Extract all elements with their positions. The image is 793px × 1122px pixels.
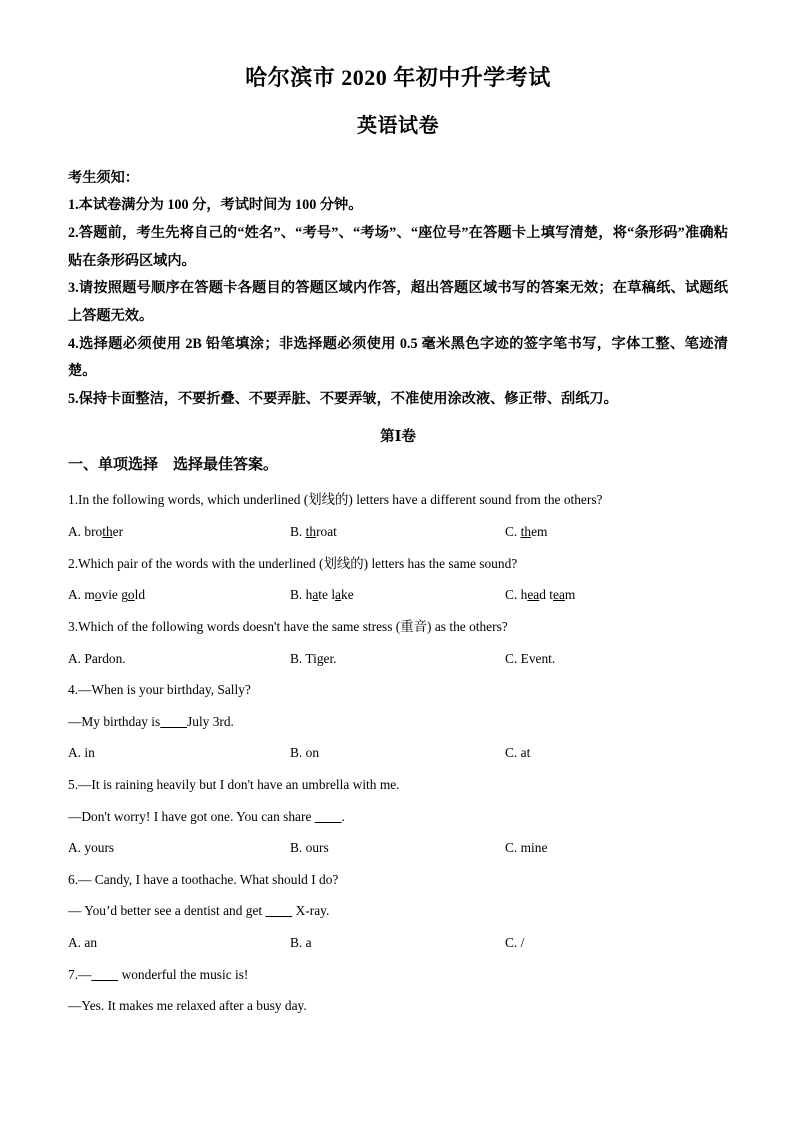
word-gap: l [327,587,336,603]
option-label: B. [290,935,306,951]
question-5-option-b[interactable] [290,832,329,864]
line-head: —My birthday is [68,713,161,729]
page-subtitle: 英语试卷 [357,114,439,137]
question-5 [68,769,728,864]
option-text: in [84,745,95,761]
question-4-option-a[interactable] [68,737,95,769]
word1-post: vie [101,587,118,603]
question-5-option-c[interactable] [505,832,547,864]
option-text: Tiger. [305,650,337,666]
word2-post: ld [134,587,146,603]
line-tail: July 3rd. [187,713,234,729]
notice-heading: 考生须知： [68,169,139,186]
option-text-pre: bro [84,524,103,540]
question-6-options [68,927,728,959]
question-3-option-c[interactable] [505,643,555,675]
option-text: Pardon. [84,650,126,666]
option-label: A. [68,935,85,951]
question-2-stem: 2.Which pair of the words with the underlined (划线的) letters has the same sound? [68,555,518,571]
candidate-notice-block [68,165,728,414]
question-7-line-1 [68,959,728,991]
question-1-option-b[interactable] [290,516,337,548]
word2-post: m [564,587,576,603]
line-head: — You’d better see a dentist and get [68,903,266,919]
notice-item-4: 4.选择题必须使用 2B 铅笔填涂；非选择题必须使用 0.5 毫米黑色字迹的签字笔书写，字体工整、笔迹清楚。 [68,335,728,380]
option-text: at [520,745,531,761]
option-label: A. [68,524,85,540]
option-text: an [84,935,98,951]
question-4-option-c[interactable] [505,737,530,769]
question-1 [68,484,728,547]
option-label: A. [68,745,85,761]
answer-blank[interactable] [265,903,292,918]
question-3-option-a[interactable] [68,643,126,675]
notice-item-2: 2.答题前，考生先将自己的“姓名”、“考号”、“考场”、“座位号”在答题卡上填写清楚，将“条形码”准确粘贴在条形码区域内。 [68,224,728,269]
line-tail: wonderful the music is! [118,966,249,982]
question-6-option-c[interactable] [505,927,524,959]
option-text: on [305,745,320,761]
answer-blank[interactable] [160,714,187,729]
option-label: A. [68,840,85,856]
page-title: 哈尔滨市 2020 年初中升学考试 [245,65,551,90]
question-4-line-2 [68,706,728,738]
word1-pre: h [520,587,528,603]
option-label: B. [290,840,306,856]
question-5-line-2 [68,801,728,833]
question-6-line-1: 6.— Candy, I have a toothache. What should I do? [68,871,339,887]
word1-pre: h [305,587,313,603]
question-2 [68,548,728,611]
option-label: A. [68,587,85,603]
question-6-option-a[interactable] [68,927,97,959]
question-5-line-1: 5.—It is raining heavily but I don't have an umbrella with me. [68,776,400,792]
answer-blank[interactable] [315,809,342,824]
option-label: A. [68,650,85,666]
question-4-options [68,737,728,769]
question-2-options [68,579,728,611]
question-5-option-a[interactable] [68,832,114,864]
part-label: 第Ⅰ卷 [380,428,416,445]
line-tail: X-ray. [292,903,330,919]
option-label: C. [505,524,521,540]
word-gap: g [117,587,128,603]
question-6-line-2 [68,895,728,927]
question-1-stem: 1.In the following words, which underlined (划线的) letters have a different sound from the others? [68,492,603,508]
question-6 [68,864,728,959]
option-text: a [305,935,312,951]
question-3 [68,611,728,674]
question-3-options [68,643,728,675]
line-head: 7.— [68,966,92,982]
question-2-option-c[interactable] [505,579,575,611]
question-4 [68,674,728,769]
question-1-options [68,516,728,548]
question-3-option-b[interactable] [290,643,337,675]
question-4-option-b[interactable] [290,737,319,769]
word1-post: d [539,587,546,603]
option-label: C. [505,650,521,666]
word1-post: te [318,587,328,603]
question-7-line-2: —Yes. It makes me relaxed after a busy day. [68,998,307,1014]
option-text-post: er [112,524,124,540]
option-underlined-letters: th [305,524,317,540]
word2-underlined-letters: ea [553,587,565,603]
question-2-option-a[interactable] [68,579,145,611]
option-label: C. [505,840,521,856]
word1-underlined-letters: a [312,587,319,603]
question-1-option-c[interactable] [505,516,547,548]
page-content [68,0,728,1022]
option-text: mine [520,840,548,856]
question-5-options [68,832,728,864]
answer-blank[interactable] [91,967,118,982]
line-head: —Don't worry! I have got one. You can share [68,808,315,824]
option-text: / [520,935,525,951]
notice-item-3: 3.请按照题号顺序在答题卡各题目的答题区域内作答，超出答题区域书写的答案无效；在草稿纸、试题纸上答题无效。 [68,280,728,324]
option-label: B. [290,745,306,761]
question-list [68,484,728,1021]
question-3-stem: 3.Which of the following words doesn't have the same stress (重音) as the others? [68,618,508,634]
question-6-option-b[interactable] [290,927,312,959]
option-label: C. [505,587,521,603]
option-underlined-letters: th [102,524,113,540]
question-1-option-a[interactable] [68,516,123,548]
line-tail: . [341,808,345,824]
option-label: B. [290,650,306,666]
word1-underlined-letters: o [94,587,102,603]
option-underlined-letters: th [520,524,532,540]
question-4-line-1: 4.—When is your birthday, Sally? [68,682,251,698]
option-text: ours [305,840,329,856]
option-text-post: em [531,524,548,540]
option-label: C. [505,935,521,951]
question-2-option-b[interactable] [290,579,354,611]
option-text: yours [84,840,115,856]
word2-underlined-letters: o [127,587,135,603]
word2-underlined-letters: a [335,587,341,603]
notice-item-5: 5.保持卡面整洁，不要折叠、不要弄脏、不要弄皱，不准使用涂改液、修正带、刮纸刀。 [68,391,618,407]
question-7 [68,959,728,1022]
option-text-post: roat [316,524,337,540]
option-label: B. [290,524,306,540]
word-gap: t [545,587,554,603]
option-label: B. [290,587,306,603]
notice-item-1: 1.本试卷满分为 100 分，考试时间为 100 分钟。 [68,197,363,214]
option-label: C. [505,745,521,761]
word1-pre: m [84,587,95,603]
option-text: Event. [520,650,556,666]
section-header-single-choice: 一、单项选择 选择最佳答案。 [68,457,279,474]
word2-post: ke [341,587,354,603]
word1-underlined-letters: ea [527,587,540,603]
